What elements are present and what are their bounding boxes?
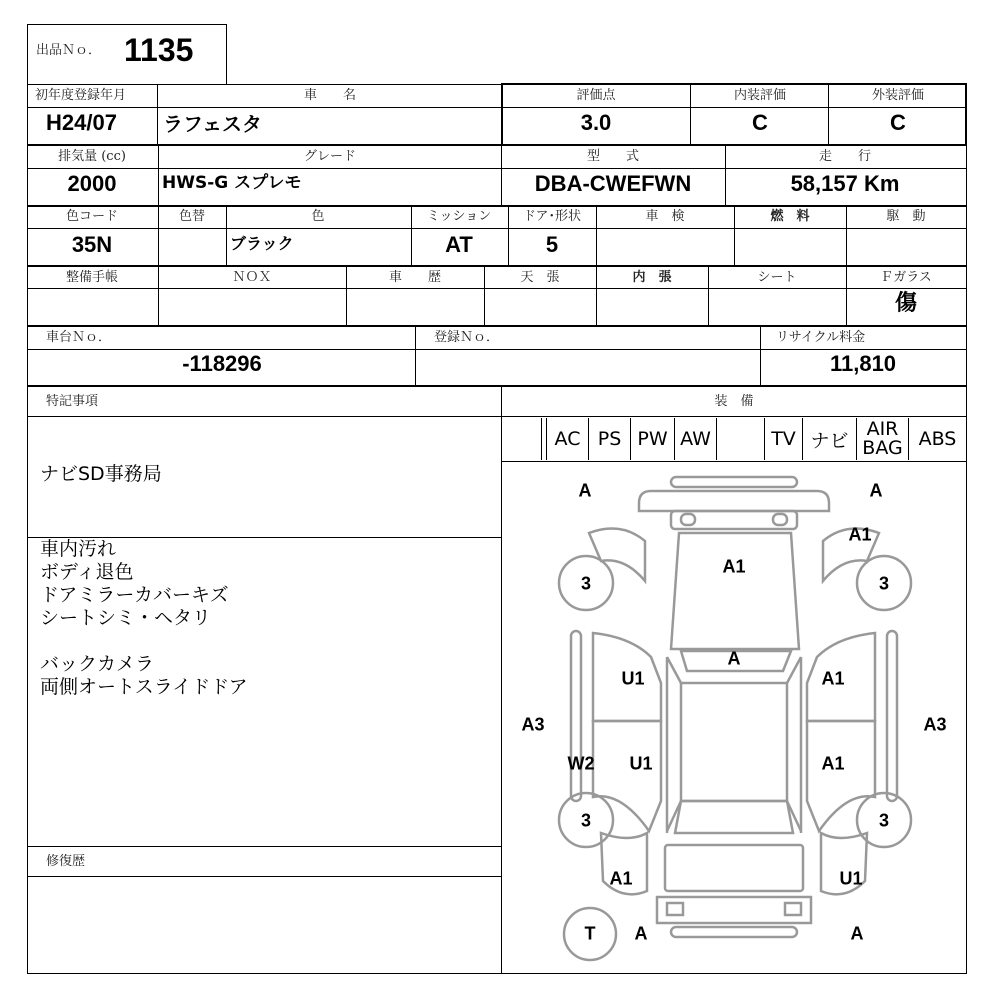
- row4-div4: [596, 266, 597, 326]
- remarks-label: 特記事項: [46, 394, 99, 409]
- seat-label: シート: [757, 270, 797, 285]
- mark-wheel-rl: 3: [580, 810, 592, 831]
- equipment-label: 装 備: [714, 394, 754, 409]
- mark-rear-left-corner: A: [634, 923, 648, 944]
- car-name-label: 車 名: [303, 88, 357, 103]
- remarks-note2: 車内汚れ ボディ退色 ドアミラーカバーキズ シートシミ・ヘタリ バックカメラ 両側オートスライドドア: [40, 538, 248, 698]
- row3-label-line: [27, 206, 967, 229]
- row3-div2: [226, 206, 227, 266]
- mark-wheel-rr: 3: [878, 810, 890, 831]
- mark-left-rear-fender: A1: [609, 868, 633, 889]
- glass-value: 傷: [894, 291, 918, 316]
- exterior-value: C: [890, 110, 906, 135]
- row4-div6: [846, 266, 847, 326]
- equipment-tv: TV: [764, 418, 802, 460]
- grade-label: グレード: [303, 149, 357, 164]
- repair-header: [27, 846, 502, 877]
- transmission-value: AT: [445, 232, 473, 257]
- inspection-label: 車 検: [645, 209, 685, 224]
- row4-div3: [484, 266, 485, 326]
- equipment-blank: [541, 418, 542, 460]
- interior-trim-label: 内 張: [632, 270, 672, 285]
- color-code-label: 色コード: [65, 209, 119, 224]
- interior-value: C: [752, 110, 768, 135]
- row3-div5: [596, 206, 597, 266]
- mark-right-rear-fender: U1: [839, 868, 863, 889]
- remarks-header: [27, 386, 502, 417]
- mark-front-left-corner: A: [578, 480, 592, 501]
- chassis-value: -118296: [182, 351, 262, 376]
- row4-div2: [346, 266, 347, 326]
- model-label: 型 式: [586, 149, 640, 164]
- row3-div3: [411, 206, 412, 266]
- mark-right-front-fender: A1: [848, 524, 872, 545]
- mileage-value: 58,157 Km: [790, 171, 900, 196]
- row2-div3: [725, 145, 726, 206]
- glass-label: Ｆガラス: [880, 270, 932, 285]
- roof-label: 天 張: [520, 270, 560, 285]
- row3-div6: [734, 206, 735, 266]
- repair-box: [27, 876, 502, 974]
- repair-history-label: 修復歴: [46, 854, 86, 869]
- nox-label: ＮＯＸ: [232, 270, 272, 285]
- car-name-value: ラフェスタ: [163, 112, 262, 136]
- equipment-ac: AC: [546, 418, 588, 460]
- remarks-note1: ナビSD事務局: [40, 463, 162, 485]
- chassis-label: 車台Ｎｏ．: [46, 330, 112, 345]
- first-reg-value: H24/07: [46, 110, 117, 135]
- color-label: 色: [311, 209, 325, 224]
- mark-right-side: A3: [923, 714, 947, 735]
- equipment-ps: PS: [588, 418, 630, 460]
- displacement-label: 排気量 (cc): [58, 149, 126, 164]
- lot-number: 1135: [124, 32, 194, 68]
- score-div2: [828, 84, 829, 145]
- exterior-label: 外装評価: [871, 88, 925, 103]
- mark-left-rear-door: U1: [629, 753, 653, 774]
- model-value: DBA-CWEFWN: [534, 171, 692, 196]
- mark-front-right-corner: A: [869, 480, 883, 501]
- row3-div1: [158, 206, 159, 266]
- row5-div2: [760, 326, 761, 386]
- mark-right-rear-door: A1: [821, 753, 845, 774]
- mark-left-side: A3: [521, 714, 545, 735]
- fuel-label: 燃 料: [770, 209, 810, 224]
- displacement-value: 2000: [67, 171, 117, 196]
- equipment-navi: ナビ: [802, 418, 856, 460]
- row2-div1: [158, 145, 159, 206]
- row4-div5: [708, 266, 709, 326]
- grade-value: HWS-G スプレモ: [162, 173, 302, 193]
- registration-label: 登録Ｎｏ．: [434, 330, 500, 345]
- recycle-value: 11,810: [829, 351, 897, 376]
- door-label: ドア･形状: [522, 209, 582, 224]
- equipment-airbag: AIR BAG: [856, 418, 908, 460]
- transmission-label: ミッション: [426, 209, 492, 224]
- score-value: 3.0: [580, 110, 612, 135]
- first-reg-label: 初年度登録年月: [35, 88, 127, 103]
- mark-spare-tire: T: [584, 923, 596, 944]
- equipment-abs: ABS: [908, 418, 966, 460]
- row3-div4: [508, 206, 509, 266]
- color-value: ブラック: [230, 234, 294, 253]
- mark-wheel-fr: 3: [878, 573, 890, 594]
- row2-div2: [501, 145, 502, 206]
- equipment-pw: PW: [630, 418, 674, 460]
- color-code-value: 35N: [71, 232, 113, 257]
- drive-label: 駆 動: [886, 209, 926, 224]
- mark-windshield: A: [727, 648, 741, 669]
- mark-hood: A1: [722, 556, 746, 577]
- mark-left-rear-step: W2: [567, 753, 595, 774]
- equipment-empty: [716, 418, 764, 460]
- service-label: 整備手帳: [65, 270, 119, 285]
- mark-rear-right-corner: A: [850, 923, 864, 944]
- equipment-aw: AW: [674, 418, 716, 460]
- lot-number-label: 出品Ｎｏ．: [36, 43, 102, 58]
- score-label: 評価点: [576, 88, 616, 103]
- mark-wheel-fl: 3: [580, 573, 592, 594]
- mark-right-front-door: A1: [821, 668, 845, 689]
- mileage-label: 走 行: [818, 149, 872, 164]
- recycle-label: リサイクル料金: [776, 330, 866, 345]
- score-div1: [690, 84, 691, 145]
- row4-label-line: [27, 266, 967, 289]
- row4-div1: [158, 266, 159, 326]
- mark-left-front-door: U1: [621, 668, 645, 689]
- car-diagram: [501, 461, 967, 974]
- repaint-label: 色替: [178, 209, 206, 224]
- door-value: 5: [545, 232, 559, 257]
- interior-label: 内装評価: [733, 88, 787, 103]
- row3-div7: [846, 206, 847, 266]
- history-label: 車 歴: [388, 270, 442, 285]
- row5-div1: [415, 326, 416, 386]
